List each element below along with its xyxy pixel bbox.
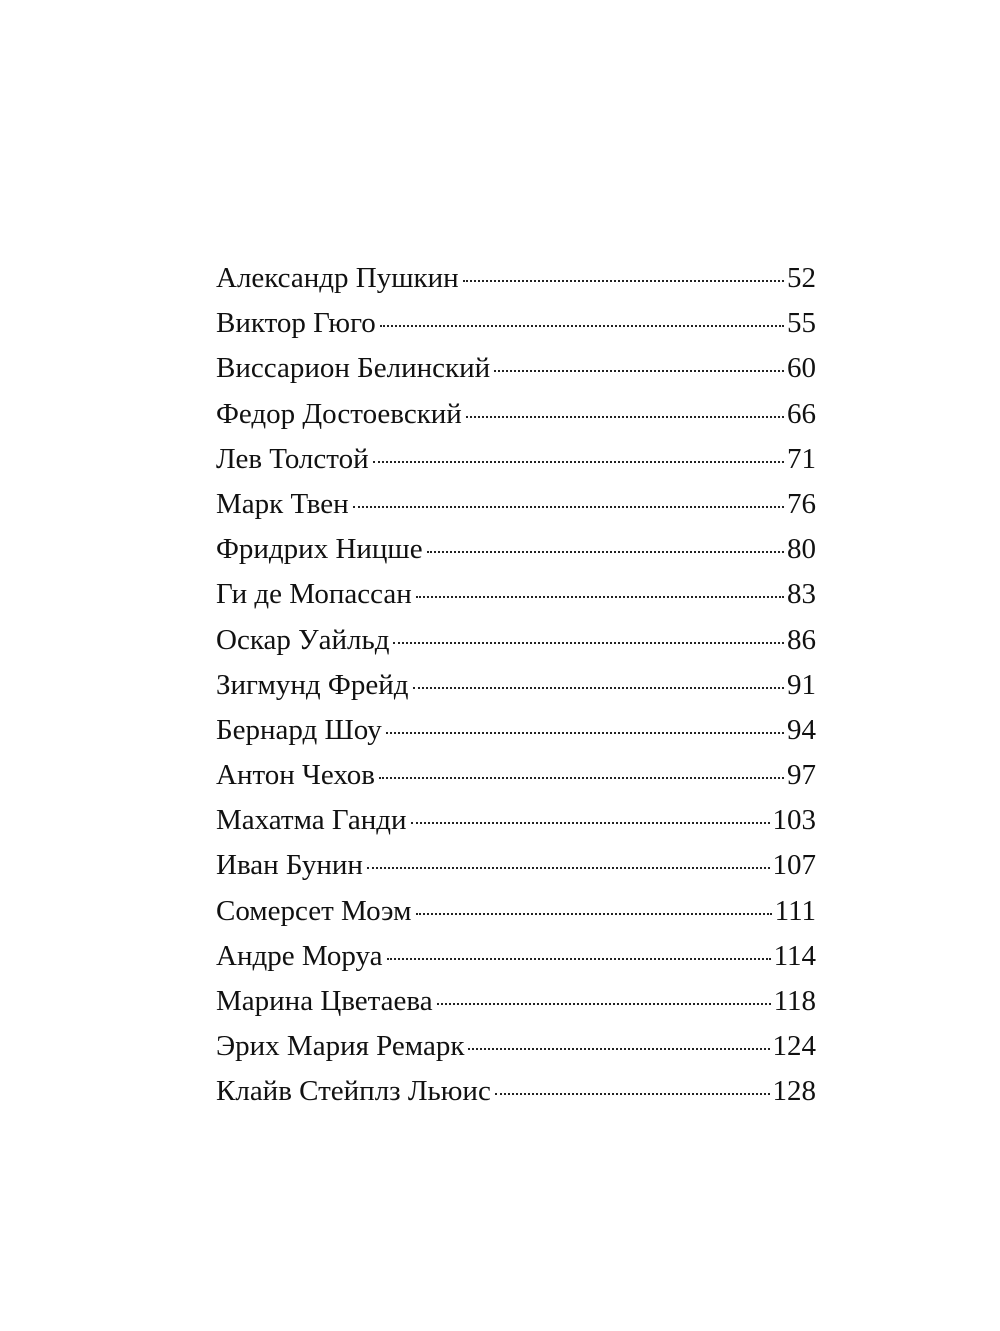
toc-entry-page: 111: [774, 894, 816, 927]
toc-entry-title: Оскар Уайльд: [216, 623, 390, 656]
toc-entry-title: Бернард Шоу: [216, 713, 382, 746]
toc-entry-3: [216, 346, 816, 391]
toc-entry-title: Антон Чехов: [216, 759, 375, 792]
toc-entry-2: [216, 301, 816, 346]
toc-entry-page: 103: [772, 804, 816, 837]
toc-entry-page: 94: [787, 713, 816, 746]
toc-entry-6: [216, 482, 816, 527]
toc-dot-leader: [373, 461, 784, 463]
toc-entry-page: 128: [772, 1075, 816, 1108]
toc-entry-14: [216, 843, 816, 888]
toc-entry-title: Виссарион Белинский: [216, 352, 491, 385]
toc-entry-title: Эрих Мария Ремарк: [216, 1030, 465, 1063]
toc-entry-page: 86: [787, 623, 816, 656]
toc-entry-page: 83: [787, 578, 816, 611]
toc-dot-leader: [411, 822, 770, 824]
toc-dot-leader: [379, 777, 784, 779]
toc-entry-19: [216, 1069, 816, 1114]
toc-entry-title: Александр Пушкин: [216, 262, 459, 294]
toc-entry-title: Лев Толстой: [216, 442, 369, 475]
toc-dot-leader: [413, 687, 785, 689]
toc-entry-17: [216, 979, 816, 1024]
toc-entry-title: Иван Бунин: [216, 849, 363, 882]
toc-entry-10: [216, 663, 816, 708]
toc-entry-title: Махатма Ганди: [216, 804, 407, 837]
toc-entry-title: Марк Твен: [216, 487, 349, 520]
toc-dot-leader: [380, 325, 784, 327]
toc-entry-title: Сомерсет Моэм: [216, 894, 412, 927]
toc-entry-page: 114: [773, 939, 816, 972]
toc-dot-leader: [494, 370, 784, 372]
toc-dot-leader: [367, 867, 770, 869]
toc-dot-leader: [466, 416, 784, 418]
toc-entry-12: [216, 753, 816, 798]
toc-dot-leader: [495, 1093, 770, 1095]
toc-dot-leader: [353, 506, 784, 508]
table-of-contents: [216, 256, 816, 1115]
toc-entry-title: Фридрих Ницше: [216, 533, 423, 566]
toc-entry-11: [216, 708, 816, 753]
toc-entry-18: [216, 1024, 816, 1069]
toc-entry-7: [216, 527, 816, 572]
toc-entry-page: 66: [787, 397, 816, 430]
toc-entry-15: [216, 889, 816, 934]
toc-entry-title: Зигмунд Фрейд: [216, 668, 409, 701]
toc-dot-leader: [416, 913, 772, 915]
toc-entry-page: 107: [772, 849, 816, 882]
toc-dot-leader: [387, 958, 771, 960]
toc-entry-page: 97: [787, 759, 816, 792]
toc-entry-8: [216, 572, 816, 617]
toc-entry-page: 71: [787, 442, 816, 475]
toc-entry-title: Андре Моруа: [216, 939, 383, 972]
toc-entry-16: [216, 934, 816, 979]
toc-entry-title: Марина Цветаева: [216, 985, 433, 1017]
toc-entry-title: Виктор Гюго: [216, 307, 376, 340]
toc-entry-title: Федор Достоевский: [216, 397, 462, 430]
toc-dot-leader: [468, 1048, 769, 1050]
toc-entry-4: [216, 392, 816, 437]
toc-entry-page: 55: [787, 307, 816, 340]
toc-dot-leader: [386, 732, 784, 734]
toc-entry-page: 118: [773, 985, 816, 1017]
toc-entry-page: 60: [787, 352, 816, 385]
toc-entry-page: 76: [787, 487, 816, 520]
toc-entry-page: 124: [772, 1030, 816, 1063]
toc-entry-13: [216, 798, 816, 843]
toc-dot-leader: [393, 642, 784, 644]
toc-dot-leader: [416, 596, 784, 598]
toc-entry-1: [216, 256, 816, 301]
toc-entry-title: Клайв Стейплз Льюис: [216, 1075, 491, 1108]
toc-entry-page: 52: [787, 262, 816, 294]
toc-entry-page: 80: [787, 533, 816, 566]
toc-entry-9: [216, 618, 816, 663]
toc-dot-leader: [427, 551, 784, 553]
toc-dot-leader: [437, 1003, 771, 1005]
toc-entry-page: 91: [787, 668, 816, 701]
toc-entry-5: [216, 437, 816, 482]
toc-dot-leader: [463, 280, 784, 282]
toc-entry-title: Ги де Мопассан: [216, 578, 412, 611]
